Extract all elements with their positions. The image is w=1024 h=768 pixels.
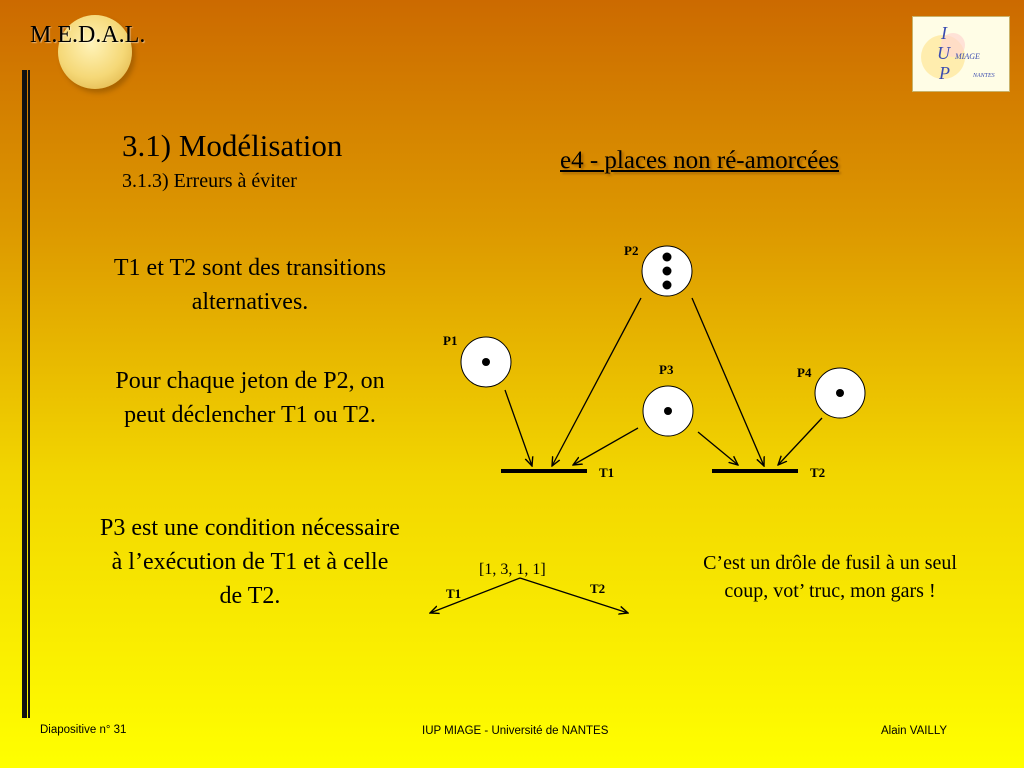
paragraph-tokens: Pour chaque jeton de P2, on peut déclencher T1 ou T2. xyxy=(115,368,385,428)
paragraph-condition: P3 est une condition nécessaire à l’exécution de T1 et à celle de T2. xyxy=(100,515,400,609)
logo-miage: MIAGE xyxy=(955,52,980,61)
transition-t1 xyxy=(501,465,614,480)
logo-letter-i: I xyxy=(941,23,947,43)
arc-p1-t1 xyxy=(505,390,532,466)
token xyxy=(663,281,672,290)
logo-nantes: NANTES xyxy=(973,73,995,79)
slide-title: 3.1) Modélisation xyxy=(122,128,343,163)
place-p1 xyxy=(443,333,511,387)
marking-tree xyxy=(430,561,628,613)
logo-letter-u: U xyxy=(937,43,950,63)
branch-label-t2: T2 xyxy=(590,581,606,596)
slide-number: Diapositive n° 31 xyxy=(40,724,127,736)
place-label-p3: P3 xyxy=(659,362,674,377)
arc-p3-t1 xyxy=(573,428,638,465)
arc-p4-t2 xyxy=(778,418,822,465)
joke-text: C’est un drôle de fusil à un seul coup, vot’ truc, mon gars ! xyxy=(703,552,957,602)
token xyxy=(482,358,490,366)
arc-p2-t2 xyxy=(692,298,764,466)
logo-letter-p: P xyxy=(939,63,950,83)
slide-subtitle: 3.1.3) Erreurs à éviter xyxy=(122,170,297,192)
branch-t1 xyxy=(430,578,520,613)
brand-title: M.E.D.A.L. xyxy=(30,22,146,48)
transition-label-t1: T1 xyxy=(599,465,615,480)
section-heading: e4 - places non ré-amorcées xyxy=(560,147,840,174)
place-p3 xyxy=(643,362,693,436)
arc-p3-t2 xyxy=(698,432,738,465)
branch-label-t1: T1 xyxy=(446,586,462,601)
footer-author: Alain VAILLY xyxy=(881,725,948,737)
place-p4 xyxy=(797,365,865,418)
marking-label: [1, 3, 1, 1] xyxy=(479,561,546,578)
branch-t2 xyxy=(520,578,628,613)
paragraph-alternatives: T1 et T2 sont des transitions alternatives. xyxy=(113,255,387,315)
token xyxy=(836,389,844,397)
token xyxy=(663,253,672,262)
arc-p2-t1 xyxy=(552,298,641,466)
transition-label-t2: T2 xyxy=(810,465,826,480)
transition-t2 xyxy=(712,465,825,480)
place-label-p2: P2 xyxy=(624,243,639,258)
place-p2 xyxy=(624,243,692,296)
place-label-p4: P4 xyxy=(797,365,812,380)
token xyxy=(663,267,672,276)
token xyxy=(664,407,672,415)
place-label-p1: P1 xyxy=(443,333,458,348)
footer-center: IUP MIAGE - Université de NANTES xyxy=(422,725,609,737)
